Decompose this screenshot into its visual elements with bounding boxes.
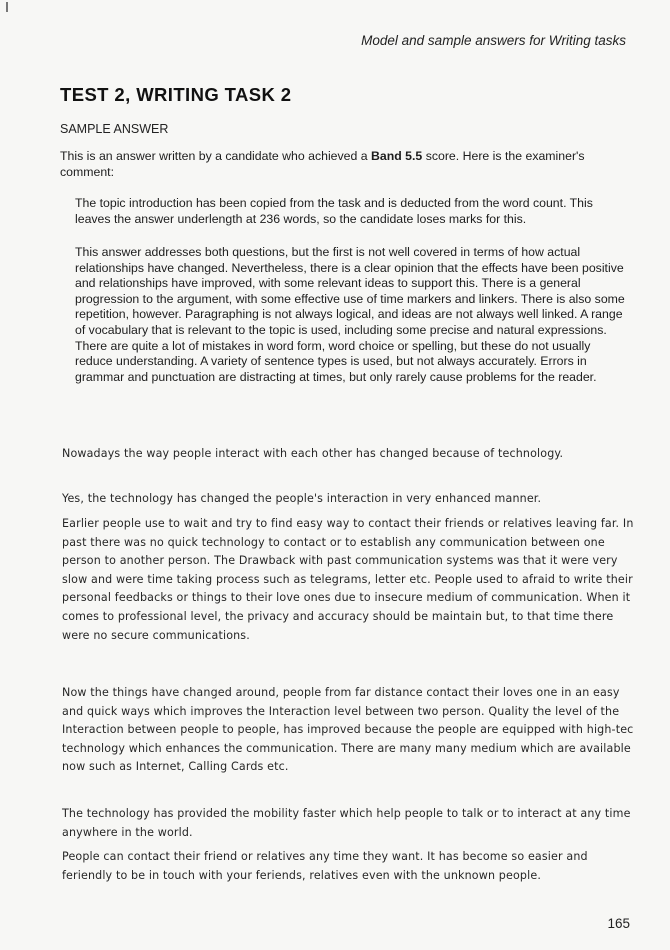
section-subtitle: SAMPLE ANSWER: [60, 122, 169, 136]
intro-paragraph: [60, 148, 630, 180]
answer-paragraph-2: Yes, the technology has changed the people's interaction in very enhanced manner.: [62, 492, 542, 505]
examiner-comment-paragraph-2: This answer addresses both questions, but the first is not well covered in terms of how actual relationships have changed. Nevertheless, there is a clear opinion that the effects have been positive and relationships have improved, with some relevant ideas to support this. There is a general progression to the argument, with some effective use of time markers and linkers. There is also some repetition, however. Paragraphing is not always logical, and ideas are not always well linked. A range of vocabulary that is relevant to the topic is used, including some precise and natural expressions. There are quite a lot of mistakes in word form, word choice or spelling, but these do not usually reduce understanding. A variety of sentence types is used, but not always accurately. Errors in grammar and punctuation are distracting at times, but only rarely cause problems for the reader.: [75, 245, 625, 384]
intro-text-after: score. Here is the examiner's comment:: [60, 149, 585, 179]
page-title: TEST 2, WRITING TASK 2: [60, 84, 292, 105]
answer-paragraph-1: Nowadays the way people interact with each other has changed because of technology.: [62, 447, 564, 460]
answer-paragraph-3: Earlier people use to wait and try to find easy way to contact their friends or relatives leaving far. In past there was no quick technology to contact or to establish any communication between one person to another person. The Drawback with past communication systems was that it were very slow and were time taking process such as telegrams, letter etc. People used to afraid to write their personal feedbacks or things to their love ones due to insecure medium of communication. When it comes to professional level, the privacy and accuracy should be maintain but, to that time there were no secure communications.: [62, 517, 634, 642]
intro-text-before: This is an answer written by a candidate who achieved a: [60, 149, 372, 163]
scan-mark: [6, 2, 8, 12]
answer-paragraph-4: Now the things have changed around, people from far distance contact their loves one in an easy and quick ways which improves the Interaction level between two person. Quality the level of the Interaction between people to people, has improved because the people are equipped with high-tec technology which enhances the communication. There are many many medium which are available now such as Internet, Calling Cards etc.: [62, 686, 634, 774]
answer-paragraph-6: People can contact their friend or relatives any time they want. It has become so easier and feriendly to be in touch with your feriends, relatives even with the unknown people.: [62, 850, 588, 882]
answer-paragraph-5: The technology has provided the mobility faster which help people to talk or to interact at any time anywhere in the world.: [62, 807, 631, 839]
band-score: Band 5.5: [371, 149, 423, 163]
examiner-comment-paragraph-1: The topic introduction has been copied from the task and is deducted from the word count. This leaves the answer underlength at 236 words, so the candidate loses marks for this.: [75, 196, 593, 226]
running-head: Model and sample answers for Writing tasks: [361, 33, 626, 48]
page-number: 165: [607, 916, 630, 931]
